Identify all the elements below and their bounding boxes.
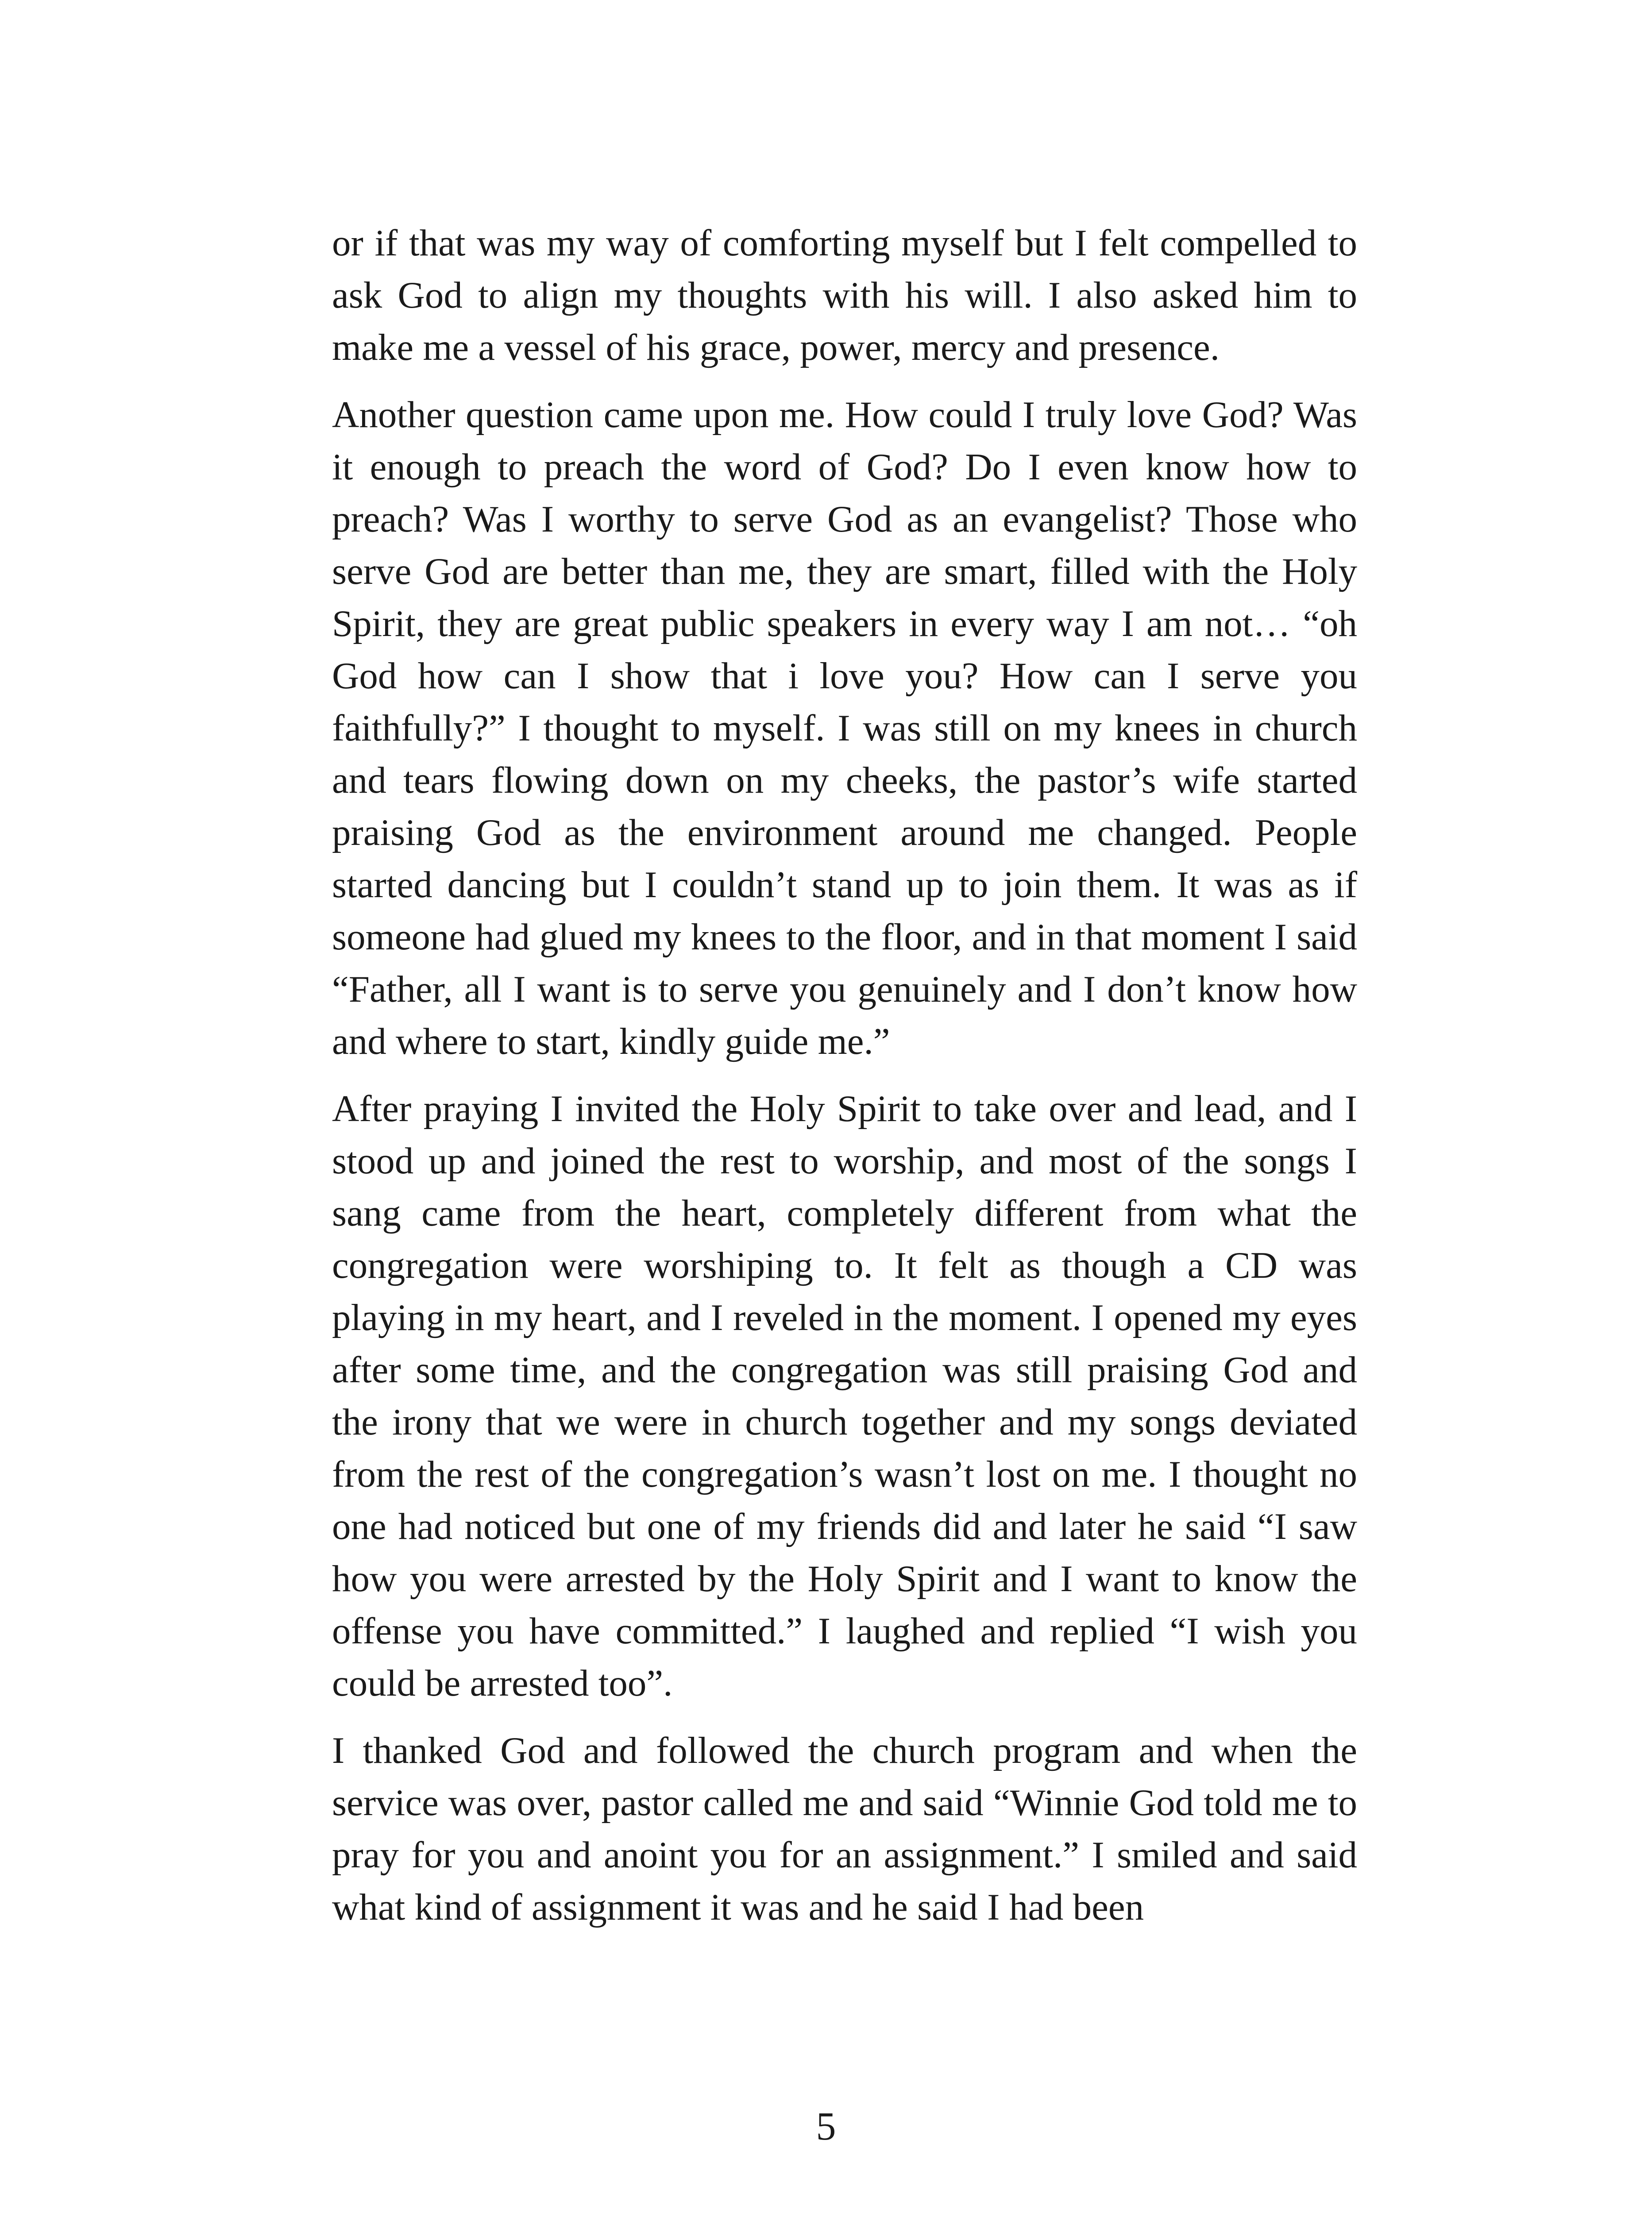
paragraph-4: I thanked God and followed the church program and when the service was over, pastor called me and said “Winnie God told me to pray for you and anoint you for an assignment.” I smiled and said what kind of assignment it was and he said I had been <box>332 1730 1357 1928</box>
paragraph-1: or if that was my way of comforting myself but I felt compelled to ask God to align my thoughts with his will. I also asked him to make me a vessel of his grace, power, mercy and presence. <box>332 222 1357 368</box>
body-text <box>332 217 1357 1948</box>
paragraph-3: After praying I invited the Holy Spirit to take over and lead, and I stood up and joined the rest to worship, and most of the songs I sang came from the heart, completely different from what the congregation were worshiping to. It felt as though a CD was playing in my heart, and I reveled in the moment. I opened my eyes after some time, and the congregation was still praising God and the irony that we were in church together and my songs deviated from the rest of the congregation’s wasn’t lost on me. I thought no one had noticed but one of my friends did and later he said “I saw how you were arrested by the Holy Spirit and I want to know the offense you have committed.” I laughed and replied “I wish you could be arrested too”. <box>332 1088 1357 1704</box>
paragraph-2: Another question came upon me. How could I truly love God? Was it enough to preach the word of God? Do I even know how to preach? Was I worthy to serve God as an evangelist? Those who serve God are better than me, they are smart, filled with the Holy Spirit, they are great public speakers in every way I am not… “oh God how can I show that i love you? How can I serve you faithfully?” I thought to myself. I was still on my knees in church and tears flowing down on my cheeks, the pastor’s wife started praising God as the environment around me changed. People started dancing but I couldn’t stand up to join them. It was as if someone had glued my knees to the floor, and in that moment I said “Father, all I want is to serve you genuinely and I don’t know how and where to start, kindly guide me.” <box>332 394 1357 1062</box>
page-number: 5 <box>816 2105 836 2148</box>
